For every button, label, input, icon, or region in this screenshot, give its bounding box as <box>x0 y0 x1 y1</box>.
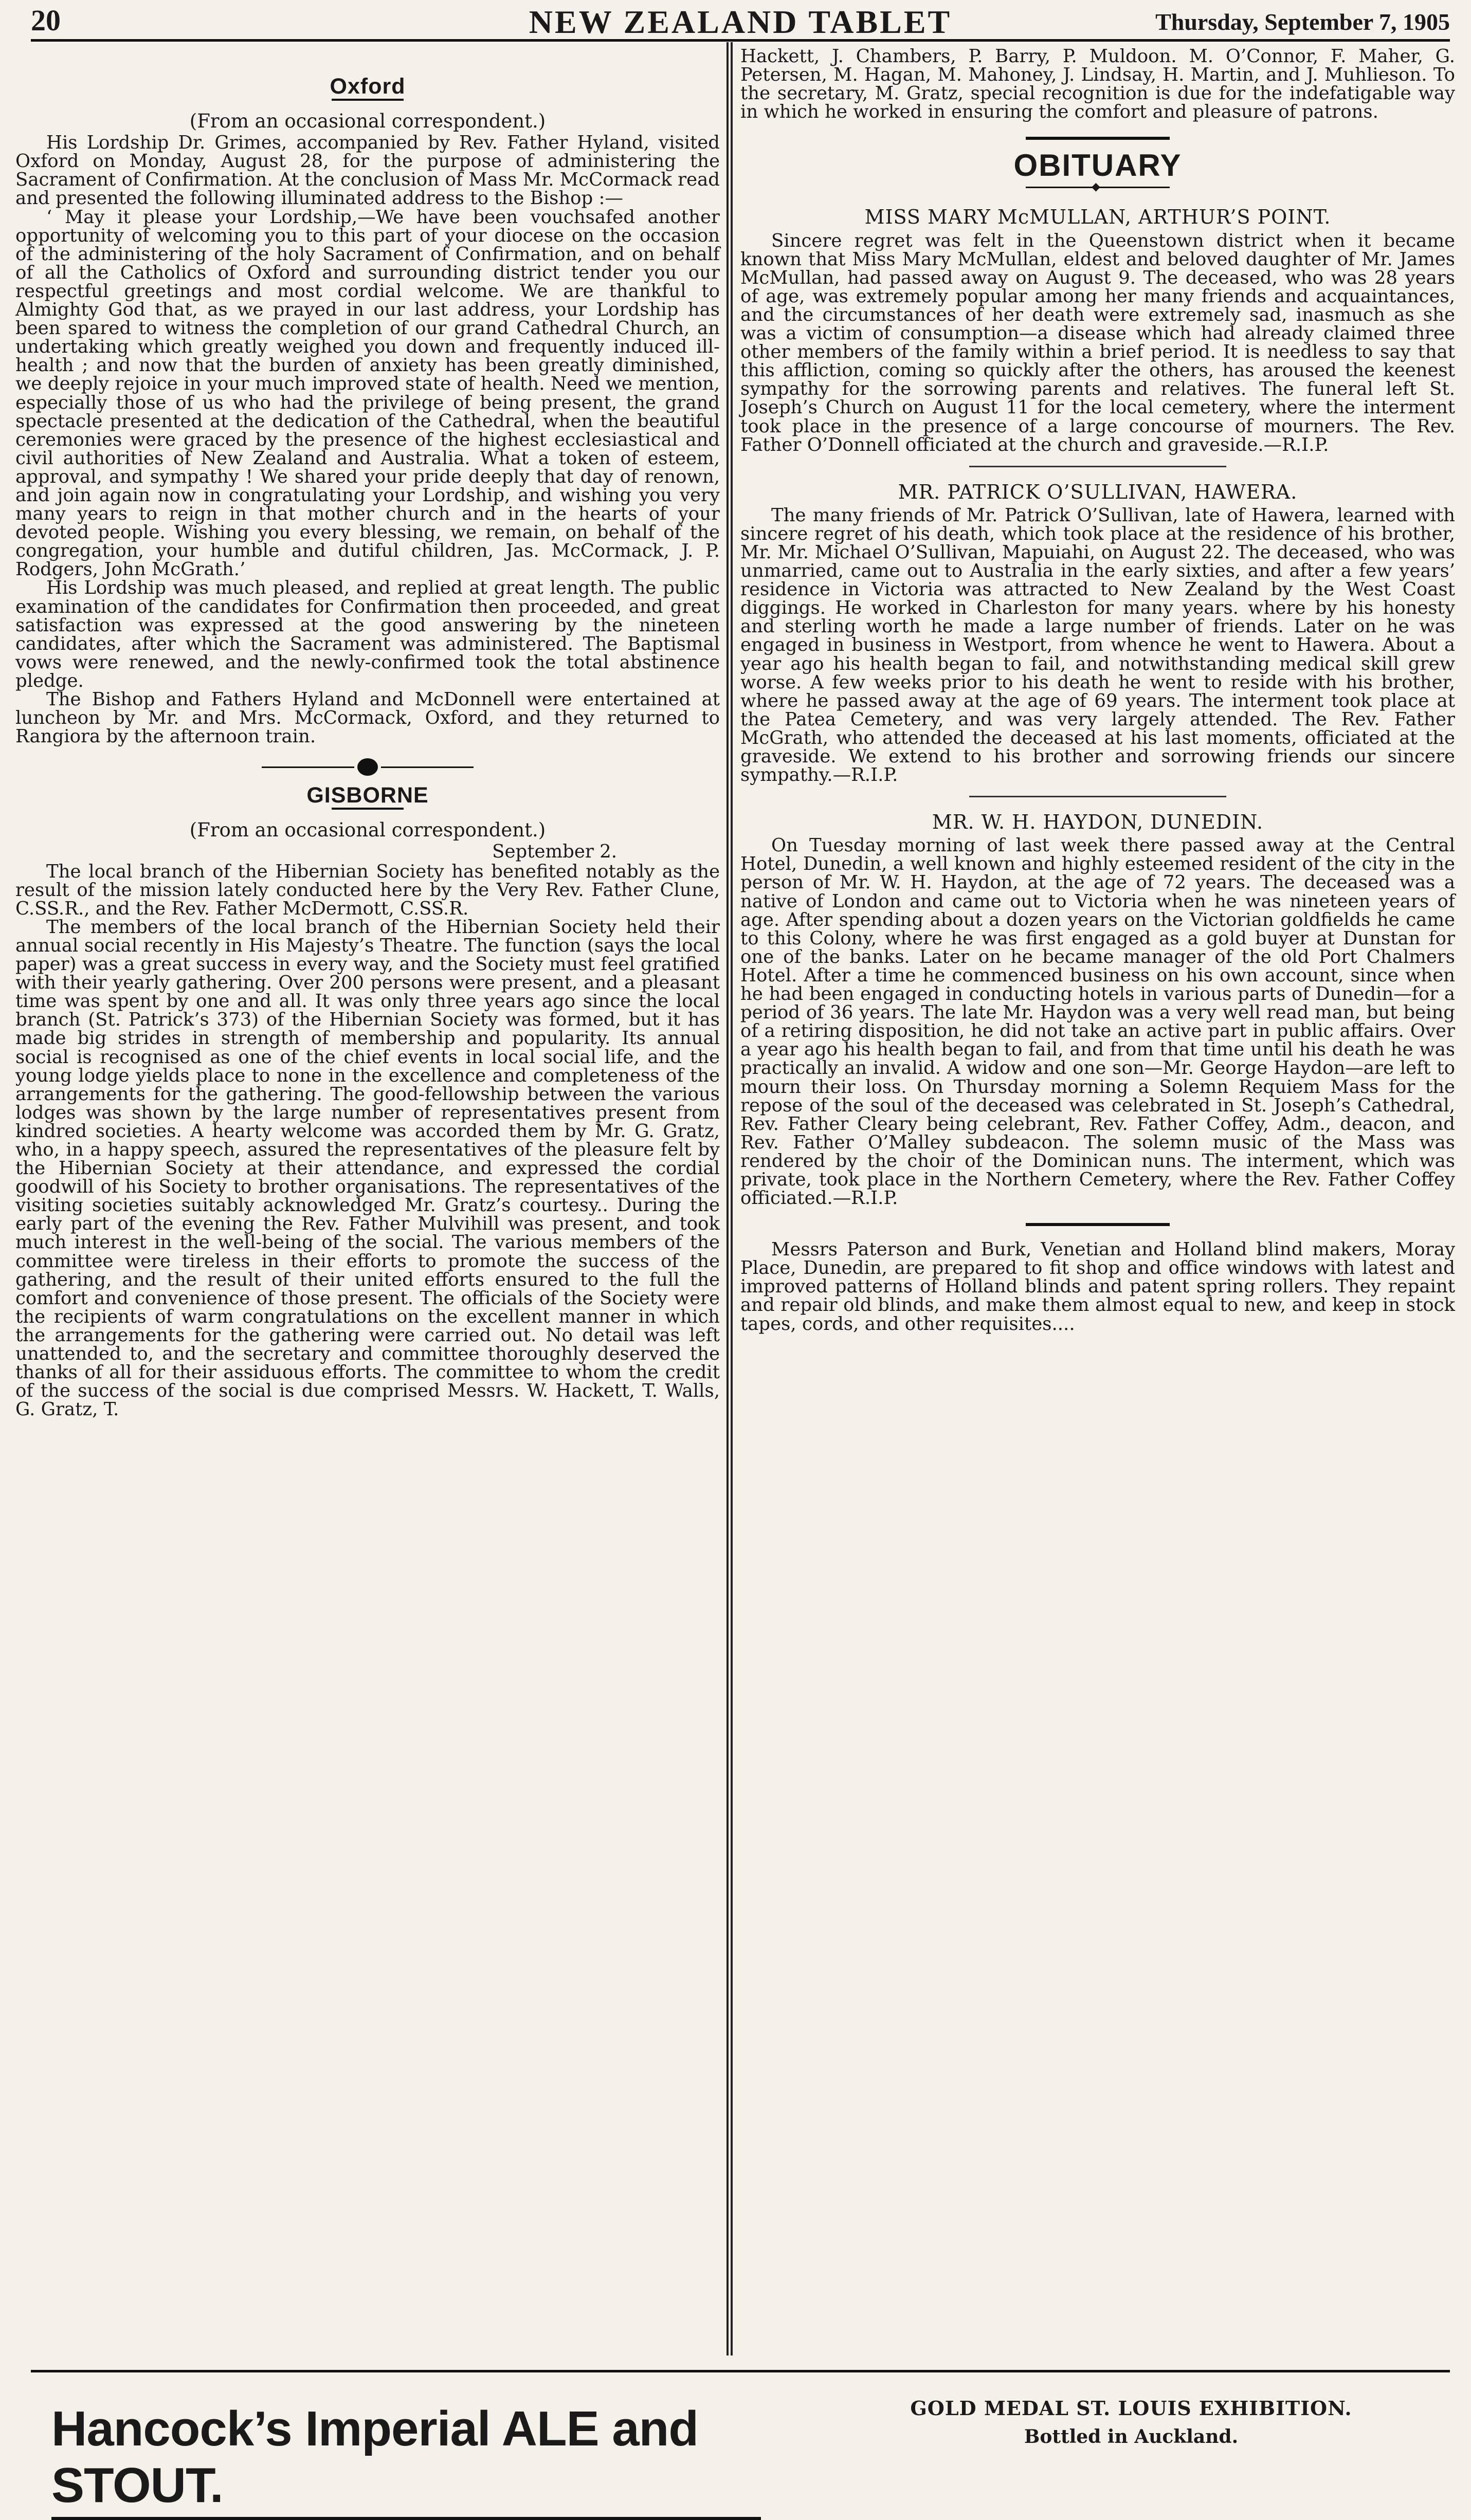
diamond-rule: ◆ <box>1026 182 1170 192</box>
column-rule-right <box>731 42 733 2355</box>
title-rule <box>332 808 404 810</box>
obituary-text: Sincere regret was felt in the Queenstown district when it became known that Miss Mary McMullan, eldest and beloved daughter of Mr. James McMullan, had passed away on August 9. The deceased, who was 28 years of age, was extremely popular among her many friends and acquaintances, and the circumstances of her death were extremely sad, inasmuch as she was a victim of consumption—a disease which had already claimed three other members of the family within a brief period. It is needless to say that this affliction, coming so quickly after the others, has aroused the keenest sympathy for the sorrowing parents and relatives. The funeral left St. Joseph’s Church on August 11 for the local cemetery, where the interment took place in the presence of a large concourse of mourners. The Rev. Father O’Donnell officiated at the church and graveside.—R.I.P. <box>740 230 1455 455</box>
oxford-paragraph: His Lordship Dr. Grimes, accompanied by Rev. Father Hyland, visited Oxford on Monday, August 28, for the purpose of administering the Sacrament of Confirmation. At the conclusion of Mass Mr. McCormack read and presented the following illuminated address to the Bishop :— <box>15 132 720 209</box>
oxford-from-line: (From an occasional correspondent.) <box>189 110 546 133</box>
obituary-heading: MR. W. H. HAYDON, DUNEDIN. <box>932 811 1264 834</box>
title-rule <box>332 99 404 101</box>
column-rule-left <box>727 42 729 2355</box>
issue-date: Thursday, September 7, 1905 <box>1155 9 1450 35</box>
advertisement-rule <box>31 2370 1450 2372</box>
section-rule <box>1026 1223 1170 1226</box>
obituary-heading: MISS MARY McMULLAN, ARTHUR’S POINT. <box>864 206 1331 229</box>
obituary-title: OBITUARY <box>1013 148 1182 183</box>
section-rule <box>1026 137 1170 140</box>
obituary-heading: MR. PATRICK O’SULLIVAN, HAWERA. <box>898 480 1298 503</box>
obituary-text: The many friends of Mr. Patrick O’Sullivan, late of Hawera, learned with sincere regret of his death, which took place at the residence of his brother, Mr. Mr. Michael O’Sullivan, Mapuiahi, on August 22. The deceased, who was unmarried, came out to Australia in the early sixties, and after a few years’ residence in Victoria was attracted to New Zealand by the West Coast diggings. He worked in Charleston for many years. where by his honesty and sterling worth he made a large number of friends. Later on he was engaged in business in Westport, from whence he went to Hawera. About a year ago his health began to fail, and notwithstanding medical skill grew worse. A few weeks prior to his death he went to reside with his brother, where he passed away at the age of 69 years. The interment took place at the Patea Cemetery, and was very largely attended. The Rev. Father McGrath, who attended the deceased at his last moments, officiated at the graveside. We extend to his brother and sorrowing friends our sincere sympathy.—R.I.P. <box>740 504 1455 786</box>
oxford-title: Oxford <box>330 74 406 99</box>
paper-title: NEW ZEALAND TABLET <box>529 4 952 40</box>
gisborne-paragraph: The local branch of the Hibernian Society has benefited notably as the result of the mission lately conducted here by the Very Rev. Father Clune, C.SS.R., and the Rev. Father McDermott, C.SS.R. <box>15 861 720 919</box>
right-column <box>740 47 1455 1334</box>
blind-makers-notice: Messrs Paterson and Burk, Venetian and Holland blind makers, Moray Place, Dunedin, are prepared to fit shop and office windows with latest and improved patterns of Holland blinds and patent spring rollers. They repaint and repair old blinds, and make them almost equal to new, and keep in stock tapes, cords, and other requisites.... <box>740 1239 1455 1335</box>
gisborne-from-line: (From an occasional correspondent.) <box>189 819 546 842</box>
gisborne-title: GISBORNE <box>306 783 429 808</box>
masthead <box>31 3 1450 42</box>
oxford-address: ‘ May it please your Lordship,—We have been vouchsafed another opportunity of welcoming you to this part of your diocese on the occasion of the administering of the holy Sacrament of Confirmation, and on behalf of all the Catholics of Oxford and surrounding district tender you our respectful greetings and most cordial welcome. We are thankful to Almighty God that, as we prayed in our last address, your Lordship has been spared to witness the completion of our grand Cathedral Church, an undertaking which greatly weighed you down and frequently induced ill-health ; and now that the burden of anxiety has been greatly diminished, we deeply rejoice in your much improved state of health. Need we mention, especially those of us who had the privilege of being present, the grand spectacle presented at the dedication of the Cathedral, when the beautiful ceremonies were graced by the presence of the highest ecclesiastical and civil authorities of New Zealand and Australia. What a token of esteem, approval, and sympathy ! We shared your pride deeply that day of renown, and join again now in congratulating your Lordship, and wishing you very many years to reign in that mother church and in the hearts of your devoted people. Wishing you every blessing, we remain, on behalf of the congregation, your humble and dutiful children, Jas. McCormack, J. P. Rodgers, John McGrath.’ <box>15 206 720 580</box>
bottled-line: Bottled in Auckland. <box>1024 2426 1239 2448</box>
ale-advertisement: Hancock’s Imperial ALE and STOUT. <box>51 2401 761 2520</box>
oxford-paragraph: His Lordship was much pleased, and replied at great length. The public examination of the candidates for Confirmation then proceeded, and great satisfaction was expressed at the good answering by the nineteen candidates, after which the Sacrament was administered. The Baptismal vows were renewed, and the newly-confirmed took the total abstinence pledge. <box>15 577 720 691</box>
obituary-text: On Tuesday morning of last week there passed away at the Central Hotel, Dunedin, a well known and highly esteemed resident of the city in the person of Mr. W. H. Haydon, at the age of 72 years. The deceased was a native of London and came out to Victoria when he was nineteen years of age. After spending about a dozen years on the Victorian goldfields he came to this Colony, where he was first engaged as a gold buyer at Dunstan for one of the banks. Later on he became manager of the old Port Chalmers Hotel. After a time he commenced business on his own account, since when he had been engaged in conducting hotels in various parts of Dunedin—for a period of 36 years. The late Mr. Haydon was a very well read man, but being of a retiring disposition, he did not take an active part in public affairs. Over a year ago his health began to fail, and from that time until his death he was practically an invalid. A widow and one son—Mr. George Haydon—are left to mourn their loss. On Thursday morning a Solemn Requiem Mass for the repose of the soul of the deceased was celebrated in St. Joseph’s Cathedral, Rev. Father Cleary being celebrant, Rev. Father Coffey, Adm., deacon, and Rev. Father O’Malley subdeacon. The solemn music of the Mass was rendered by the choir of the Dominican nuns. The interment, which was private, took place in the Northern Cemetery, where the Rev. Father Coffey officiated.—R.I.P. <box>740 835 1455 1209</box>
page-number: 20 <box>31 4 61 37</box>
oxford-paragraph: The Bishop and Fathers Hyland and McDonnell were entertained at luncheon by Mr. and Mrs. McCormack, Oxford, and they returned to Rangiora by the afternoon train. <box>15 689 720 747</box>
section-ornament <box>15 755 720 776</box>
obituary-divider <box>969 466 1226 467</box>
gisborne-dateline: September 2. <box>492 841 617 863</box>
award-notice <box>874 2396 1388 2452</box>
obituary-divider <box>969 796 1226 797</box>
left-column <box>15 67 720 1419</box>
gold-medal-line: GOLD MEDAL ST. LOUIS EXHIBITION. <box>910 2397 1352 2420</box>
advertisement-band <box>0 2370 1471 2513</box>
gisborne-paragraph: The members of the local branch of the Hibernian Society held their annual social recently in His Majesty’s Theatre. The function (says the local paper) was a great success in every way, and the Society must feel gratified with their yearly gathering. Over 200 persons were present, and a pleasant time was spent by one and all. It was only three years ago since the local branch (St. Patrick’s 373) of the Hibernian Society was formed, but it has made big strides in strength of membership and popularity. Its annual social is recognised as one of the chief events in local social life, and the young lodge yields place to none in the excellence and completeness of the arrangements for the gathering. The good-fellowship between the various lodges was shown by the large number of representatives present from kindred societies. A hearty welcome was accorded them by Mr. G. Gratz, who, in a happy speech, assured the representatives of the pleasure felt by the Hibernian Society at their attendance, and expressed the cordial goodwill of his Society to brother organisations. The representatives of the visiting societies suitably acknowledged Mr. Gratz’s courtesy.. During the early part of the evening the Rev. Father Mulvihill was present, and took much interest in the well-being of the social. The various members of the committee were tireless in their efforts to promote the success of the gathering, and the result of their united efforts ensured to the full the comfort and convenience of those present. The officials of the Society were the recipients of warm congratulations on the excellent manner in which the arrangements for the gathering were carried out. No detail was left unattended to, and the secretary and committee thoroughly deserved the thanks of all for their assiduous efforts. The committee to whom the credit of the success of the social is due comprised Messrs. W. Hackett, T. Walls, G. Gratz, T. <box>15 916 720 1420</box>
gisborne-continuation: Hackett, J. Chambers, P. Barry, P. Muldoon. M. O’Connor, F. Maher, G. Petersen, M. Hagan, M. Mahoney, J. Lindsay, H. Martin, and J. Muhlieson. To the secretary, M. Gratz, special recognition is due for the indefatigable way in which he worked in ensuring the comfort and pleasure of patrons. <box>740 46 1455 123</box>
